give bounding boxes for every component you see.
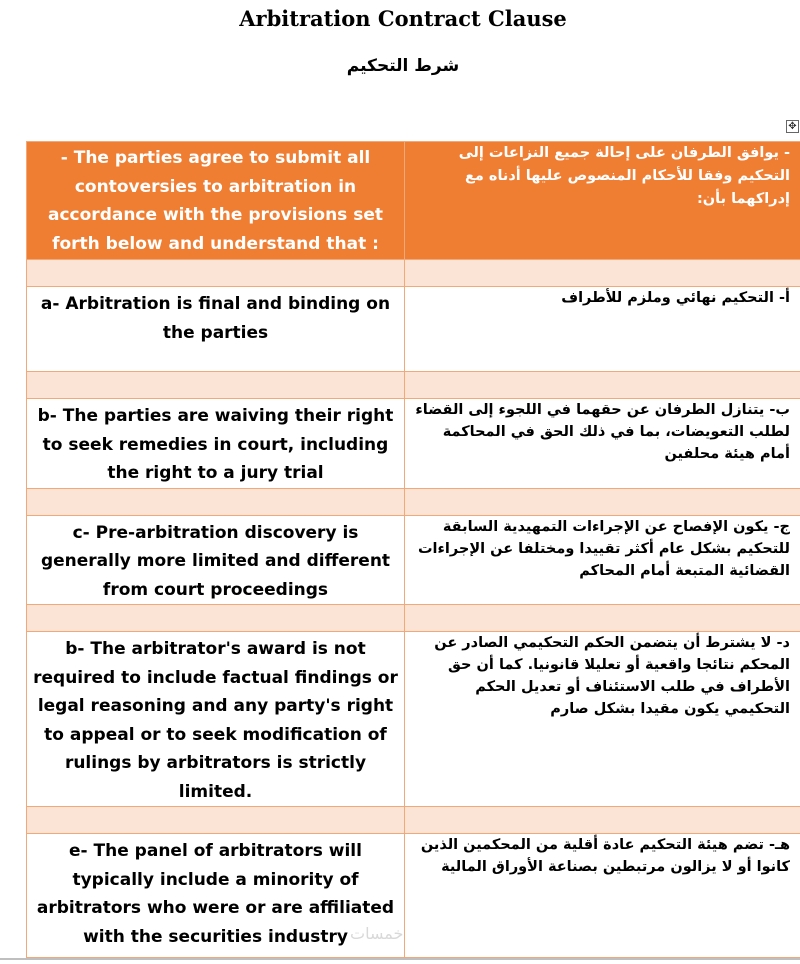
spacer-cell[interactable] xyxy=(27,372,405,399)
clause-d-arabic[interactable]: د- لا يشترط أن يتضمن الحكم التحكيمي الصادر عن المحكم نتائجا واقعية أو تعليلا قانونيا. كما أن حق الأطراف في طلب الاستئناف أو تعديل الحكم التحكيمي يكون مقيدا بشكل صارم xyxy=(405,632,800,807)
spacer-cell[interactable] xyxy=(405,372,800,399)
table-row xyxy=(27,515,800,605)
clause-d-english[interactable]: b- The arbitrator's award is not required to include factual findings or legal reasoning and any party's right to appeal or to seek modification of rulings by arbitrators is strictly limited. xyxy=(27,632,405,807)
clause-b-arabic[interactable]: ب- يتنازل الطرفان عن حقهما في اللجوء إلى القضاء لطلب التعويضات، بما في ذلك الحق في المحاكمة أمام هيئة محلفين xyxy=(405,399,800,489)
clause-table xyxy=(26,141,800,958)
clause-e-english[interactable]: e- The panel of arbitrators will typically include a minority of arbitrators who were or are affiliated with the securities industry xyxy=(27,834,405,958)
table-spacer-row xyxy=(27,260,800,287)
clause-c-english[interactable]: c- Pre-arbitration discovery is generally more limited and different from court proceedings xyxy=(27,515,405,605)
header-english-cell[interactable]: - The parties agree to submit all contoversies to arbitration in accordance with the provisions set forth below and understand that : xyxy=(27,142,405,260)
spacer-cell[interactable] xyxy=(405,488,800,515)
header-arabic-cell[interactable]: - يوافق الطرفان على إحالة جميع النزاعات إلى التحكيم وفقا للأحكام المنصوص عليها أدناه مع إدراكهما بأن: xyxy=(405,142,800,260)
page-bottom-divider xyxy=(0,958,800,960)
table-row xyxy=(27,834,800,958)
spacer-cell[interactable] xyxy=(405,807,800,834)
clause-e-arabic[interactable]: هـ- تضم هيئة التحكيم عادة أقلية من المحكمين الذين كانوا أو لا يزالون مرتبطين بصناعة الأوراق المالية xyxy=(405,834,800,958)
table-spacer-row xyxy=(27,807,800,834)
table-row xyxy=(27,399,800,489)
watermark-logo: خمسات xyxy=(350,924,404,943)
clause-a-english[interactable]: a- Arbitration is final and binding on the parties xyxy=(27,287,405,372)
clause-c-arabic[interactable]: ج- يكون الإفصاح عن الإجراءات التمهيدية السابقة للتحكيم بشكل عام أكثر تقييدا ومختلفا عن الإجراءات القضائية المتبعة أمام المحاكم xyxy=(405,515,800,605)
spacer-cell[interactable] xyxy=(27,605,405,632)
spacer-cell[interactable] xyxy=(27,807,405,834)
document-subtitle-arabic: شرط التحكيم xyxy=(346,56,460,76)
spacer-cell[interactable] xyxy=(405,260,800,287)
table-move-handle-icon[interactable]: ✥ xyxy=(786,120,799,133)
table-row xyxy=(27,287,800,372)
clause-b-english[interactable]: b- The parties are waiving their right to seek remedies in court, including the right to a jury trial xyxy=(27,399,405,489)
table-spacer-row xyxy=(27,605,800,632)
spacer-cell[interactable] xyxy=(405,605,800,632)
spacer-cell[interactable] xyxy=(27,260,405,287)
clause-a-arabic[interactable]: أ- التحكيم نهائي وملزم للأطراف xyxy=(405,287,800,372)
document-title: Arbitration Contract Clause xyxy=(239,6,567,31)
spacer-cell[interactable] xyxy=(27,488,405,515)
table-row xyxy=(27,632,800,807)
table-header-row xyxy=(27,142,800,260)
table-spacer-row xyxy=(27,488,800,515)
table-spacer-row xyxy=(27,372,800,399)
